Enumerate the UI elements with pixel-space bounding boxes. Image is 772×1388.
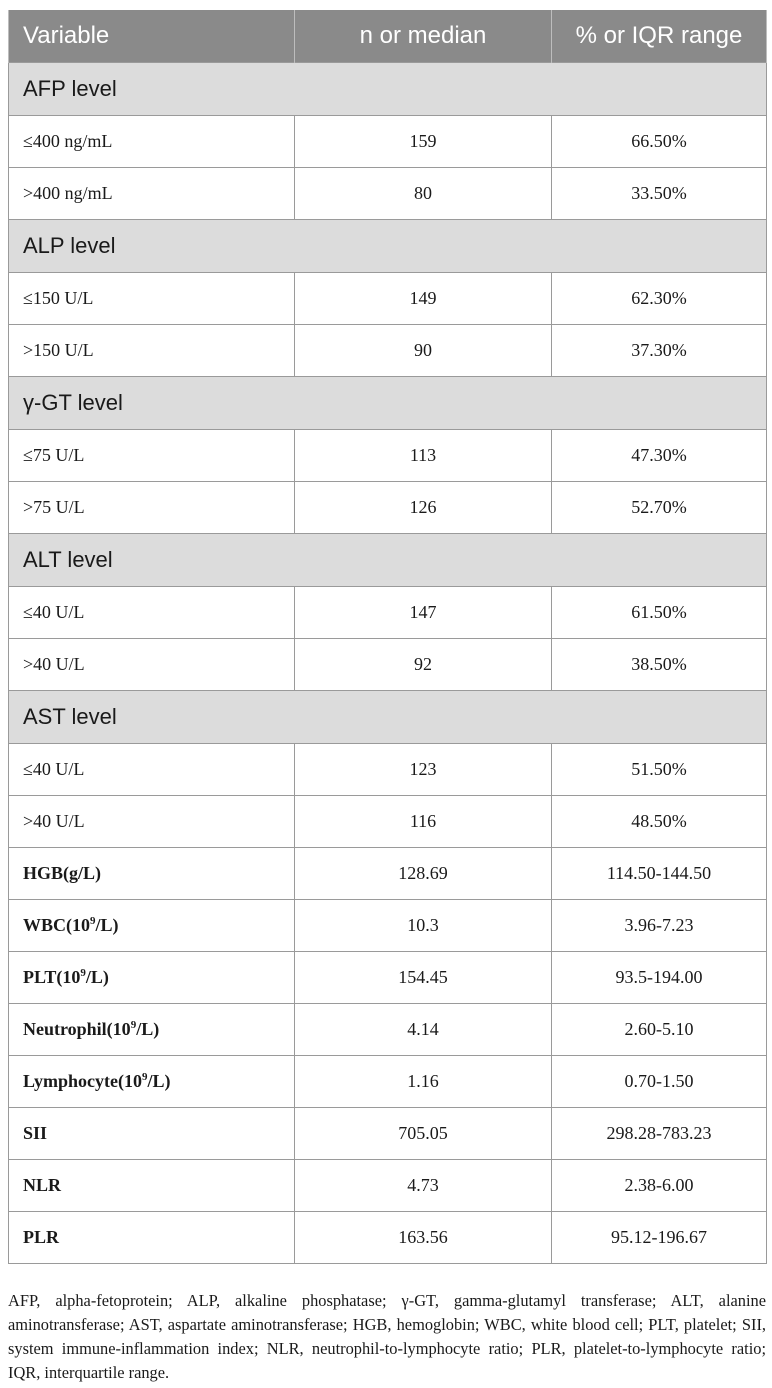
table-row — [9, 952, 767, 1004]
row-value: 10.3 — [295, 900, 552, 952]
row-value: 113 — [295, 430, 552, 482]
header-percent-or-iqr: % or IQR range — [552, 10, 767, 63]
row-range: 95.12-196.67 — [552, 1212, 767, 1264]
table-row — [9, 587, 767, 639]
table-row — [9, 796, 767, 848]
row-value: 149 — [295, 273, 552, 325]
table-row — [9, 168, 767, 220]
row-label: >150 U/L — [9, 325, 295, 377]
data-table-container — [8, 10, 766, 1264]
row-range: 33.50% — [552, 168, 767, 220]
row-range: 51.50% — [552, 744, 767, 796]
row-range: 62.30% — [552, 273, 767, 325]
header-variable: Variable — [9, 10, 295, 63]
row-label: ≤75 U/L — [9, 430, 295, 482]
table-row — [9, 325, 767, 377]
row-range: 37.30% — [552, 325, 767, 377]
row-range: 38.50% — [552, 639, 767, 691]
row-value: 90 — [295, 325, 552, 377]
row-range: 298.28-783.23 — [552, 1108, 767, 1160]
row-value: 4.73 — [295, 1160, 552, 1212]
row-value: 154.45 — [295, 952, 552, 1004]
row-label: ≤40 U/L — [9, 744, 295, 796]
group-label: AST level — [9, 691, 767, 744]
row-range: 47.30% — [552, 430, 767, 482]
group-label: γ-GT level — [9, 377, 767, 430]
row-range: 52.70% — [552, 482, 767, 534]
table-row — [9, 744, 767, 796]
table-row — [9, 900, 767, 952]
row-range: 61.50% — [552, 587, 767, 639]
row-range: 2.60-5.10 — [552, 1004, 767, 1056]
row-label: $Neutrophil(10^9/L)$ — [9, 1004, 295, 1056]
row-range: 3.96-7.23 — [552, 900, 767, 952]
group-row-ggt — [9, 377, 767, 430]
row-value: 92 — [295, 639, 552, 691]
row-range: 48.50% — [552, 796, 767, 848]
table-row — [9, 1056, 767, 1108]
group-row-ast — [9, 691, 767, 744]
row-value: 80 — [295, 168, 552, 220]
row-range: 66.50% — [552, 116, 767, 168]
row-label: ≤400 ng/mL — [9, 116, 295, 168]
group-label: AFP level — [9, 63, 767, 116]
row-label: NLR — [9, 1160, 295, 1212]
row-value: 126 — [295, 482, 552, 534]
group-row-afp — [9, 63, 767, 116]
row-value: 159 — [295, 116, 552, 168]
table-row — [9, 1108, 767, 1160]
row-label: >40 U/L — [9, 639, 295, 691]
group-label: ALP level — [9, 220, 767, 273]
row-value: 123 — [295, 744, 552, 796]
table-row — [9, 482, 767, 534]
row-label: PLR — [9, 1212, 295, 1264]
lab-variables-table — [8, 10, 767, 1264]
row-range: 114.50-144.50 — [552, 848, 767, 900]
table-row — [9, 1004, 767, 1056]
row-value: 1.16 — [295, 1056, 552, 1108]
group-label: ALT level — [9, 534, 767, 587]
table-row — [9, 430, 767, 482]
row-range: 2.38-6.00 — [552, 1160, 767, 1212]
row-value: 128.69 — [295, 848, 552, 900]
row-range: 0.70-1.50 — [552, 1056, 767, 1108]
table-row — [9, 116, 767, 168]
row-value: 163.56 — [295, 1212, 552, 1264]
row-label: SII — [9, 1108, 295, 1160]
row-label: >40 U/L — [9, 796, 295, 848]
table-header-row — [9, 10, 767, 63]
table-row — [9, 273, 767, 325]
table-row — [9, 848, 767, 900]
row-label: ≤40 U/L — [9, 587, 295, 639]
row-label: >75 U/L — [9, 482, 295, 534]
table-row — [9, 1160, 767, 1212]
row-value: 705.05 — [295, 1108, 552, 1160]
row-label: $PLT(10^9/L)$ — [9, 952, 295, 1004]
row-label: >400 ng/mL — [9, 168, 295, 220]
row-label: $WBC(10^9/L)$ — [9, 900, 295, 952]
row-label: ≤150 U/L — [9, 273, 295, 325]
row-value: 147 — [295, 587, 552, 639]
group-row-alt — [9, 534, 767, 587]
row-value: 116 — [295, 796, 552, 848]
row-label: $Lymphocyte(10^9/L)$ — [9, 1056, 295, 1108]
row-label: HGB(g/L) — [9, 848, 295, 900]
table-footnote: AFP, alpha-fetoprotein; ALP, alkaline phosphatase; γ-GT, gamma-glutamyl transferase; ALT, alanine aminotransferase; AST, aspartate aminotransferase; HGB, hemoglobin; WBC, white blood cell; PLT, platelet; SII, system immune-inflammation index; NLR, neutrophil-to-lymphocyte ratio; PLR, platelet-to-lymphocyte ratio; IQR, interquartile range. — [8, 1291, 766, 1382]
group-row-alp — [9, 220, 767, 273]
row-range: 93.5-194.00 — [552, 952, 767, 1004]
table-row — [9, 639, 767, 691]
table-row — [9, 1212, 767, 1264]
row-value: 4.14 — [295, 1004, 552, 1056]
header-n-or-median: n or median — [295, 10, 552, 63]
